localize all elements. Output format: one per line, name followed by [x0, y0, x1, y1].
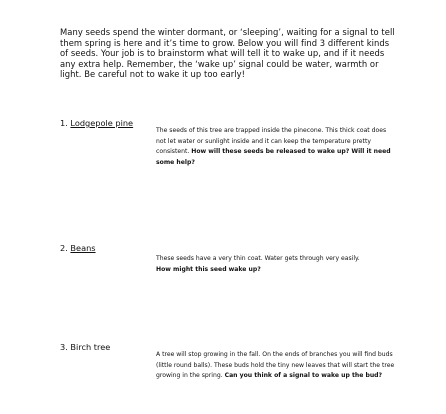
section-description-beans: [156, 254, 396, 275]
section-name: Lodgepole pine: [70, 118, 134, 128]
section-number: 3.: [60, 342, 68, 352]
section-description-lodgepole-pine: [156, 126, 396, 168]
intro-paragraph: Many seeds spend the winter dormant, or ‘sleeping’, waiting for a signal to tell them spring is here and it’s time to grow. Below you will find 3 different kinds of seeds. Your job is to brainstorm what will tell it to wake up, and if it needs any extra help. Remember, the ‘wake up’ signal could be water, warmth or light. Be careful not to wake it up too early!: [60, 27, 395, 80]
question-text: How might this seed wake up?: [156, 265, 261, 273]
section-description-birch-tree: [156, 350, 396, 382]
description-text: These seeds have a very thin coat. Water gets through very easily.: [156, 255, 360, 262]
section-title-birch-tree: [60, 342, 110, 352]
section-title-beans: [60, 243, 96, 253]
question-text: How will these seeds be released to wake up? Will it need some help?: [156, 148, 391, 166]
section-name: Beans: [70, 243, 96, 253]
section-number: 2.: [60, 243, 68, 253]
section-name: Birch tree: [70, 342, 111, 352]
question-text: Can you think of a signal to wake up the bud?: [224, 372, 383, 380]
description-text: A tree will stop growing in the fall. On the ends of branches you will find buds (little round balls). These buds hold the tiny new leaves that will start the tree growing in the spring.: [156, 351, 395, 380]
section-number: 1.: [60, 118, 68, 128]
description-text: The seeds of this tree are trapped inside the pinecone. This thick coat does not let water or sunlight inside and it can keep the temperature pretty consistent.: [156, 127, 387, 156]
section-title-lodgepole-pine: [60, 118, 133, 128]
